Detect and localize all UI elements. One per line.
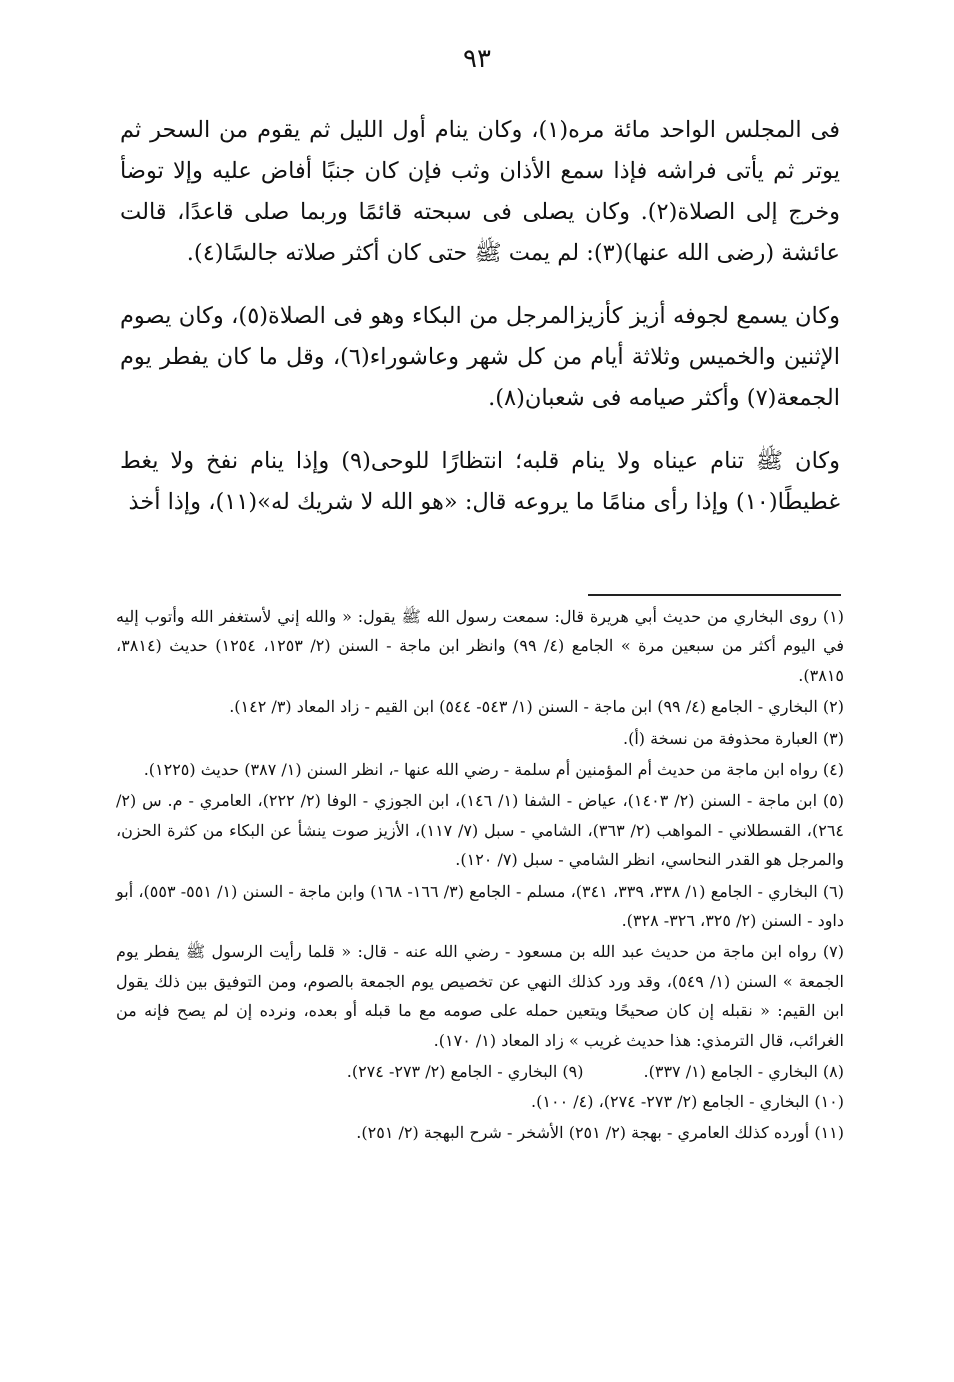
footnote: (٧) رواه ابن ماجة من حديث عبد الله بن مسعود - رضي الله عنه - قال: « قلما رأيت الرسول ﷺ يفطر يوم الجمعة » السنن (١/ ٥٤٩)، وقد ورد كذلك النهي عن تخصيص يوم الجمعة بالصوم، ومن التوفيق بين ذلك يقول ابن القيم: « نقبله إن كان صحيحًا ويتعين حمله على صومه مع ما قبله أو بعده، ونرده إن لم يصح فإنه من الغرائب، قال الترمذي: هذا حديث غريب » زاد المعاد (١/ ١٧٠). (116, 942, 844, 1050)
paragraph: وكان ﷺ تنام عيناه ولا ينام قلبه؛ انتظارًا للوحى(٩) وإذا ينام نفخ ولا يغط غطيطًا(١٠) وإذا رأى منامًا ما يروعه قال: «هو الله لا شريك له»(١١)، وإذا أخذ (120, 448, 840, 515)
footnote: (٥) ابن ماجة - السنن (٢/ ١٤٠٣)، عياض - الشفا (١/ ١٤٦)، ابن الجوزي - الوفا (٢/ ٢٢٢)، العامري - م. س (٢/ ٢٦٤)، القسطلاني - المواهب (٢/ ٣٦٣)، الشامي - سبل (٧/ ١١٧)، الأزيز صوت ينشأ عن البكاء من كثرة الحزن، والمرجل هو القدر النحاسي، انظر الشامي - سبل (٧/ ١٢٠). (116, 791, 844, 870)
main-text (120, 110, 840, 545)
footnotes (116, 602, 844, 1149)
page-number: ٩٣ (463, 44, 491, 74)
paragraph: وكان يسمع لجوفه أزيز كأزيزالمرجل من البكاء وهو فى الصلاة(٥)، وكان يصوم الإثنين والخميس وثلاثة أيام من كل شهر وعاشوراء(٦)، وقل ما كان يفطر يوم الجمعة(٧) وأكثر صيامه فى شعبان(٨). (120, 303, 840, 411)
footnote: (٦) البخاري - الجامع (١/ ٣٣٨، ٣٣٩، ٣٤١)، مسلم - الجامع (٣/ ١٦٦- ١٦٨) وابن ماجة - السنن (١/ ٥٥١- ٥٥٣)، أبو داود - السنن (٢/ ٣٢٥، ٣٢٦- ٣٢٨). (116, 881, 845, 931)
footnote: (٩) البخاري - الجامع (٢/ ٢٧٣- ٢٧٤). (346, 1062, 584, 1082)
footnote-pair (116, 1057, 844, 1086)
footnote: (٨) البخاري - الجامع (١/ ٣٣٧). (643, 1062, 844, 1082)
footnote: (١) روى البخاري من حديث أبي هريرة قال: سمعت رسول الله ﷺ يقول: « والله إني لأستغفر الله وأتوب إليه في اليوم أكثر من سبعين مرة » الجامع (٤/ ٩٩) وانظر ابن ماجة - السنن (٢/ ١٢٥٣، ١٢٥٤) حديث (٣٨١٤، ٣٨١٥). (116, 607, 845, 685)
paragraph: فى المجلس الواحد مائة مره(١)، وكان ينام أول الليل ثم يقوم من السحر ثم يوتر ثم يأتى فراشه فإذا سمع الأذان وثب فإن كان جنبًا أفاض عليه وإلا توضأ وخرج إلى الصلاة(٢). وكان يصلى فى سبحته قائمًا وربما صلى قاعدًا، قالت عائشة (رضى الله عنها)(٣): لم يمت ﷺ حتى كان أكثر صلاته جالسًا(٤). (120, 117, 840, 266)
footnote: (١١) أورده كذلك العامري - بهجة (٢/ ٢٥١) الأشخر - شرح البهجة (٢/ ٢٥١). (356, 1122, 844, 1142)
footnote-divider (588, 594, 841, 596)
footnote: (٣) العبارة محذوفة من نسخة (أ). (622, 728, 844, 748)
footnote: (٤) رواه ابن ماجة من حديث أم المؤمنين أم سلمة - رضي الله عنها -، انظر السنن (١/ ٣٨٧) حديث (١٢٢٥). (143, 760, 844, 780)
footnote: (١٠) البخاري - الجامع (٢/ ٢٧٣- ٢٧٤)، (٤/ ١٠٠). (531, 1091, 844, 1111)
footnote: (٢) البخاري - الجامع (٤/ ٩٩) ابن ماجة - السنن (١/ ٥٤٣- ٥٤٤) ابن القيم - زاد المعاد (٣/ ١٤٢). (229, 697, 844, 717)
